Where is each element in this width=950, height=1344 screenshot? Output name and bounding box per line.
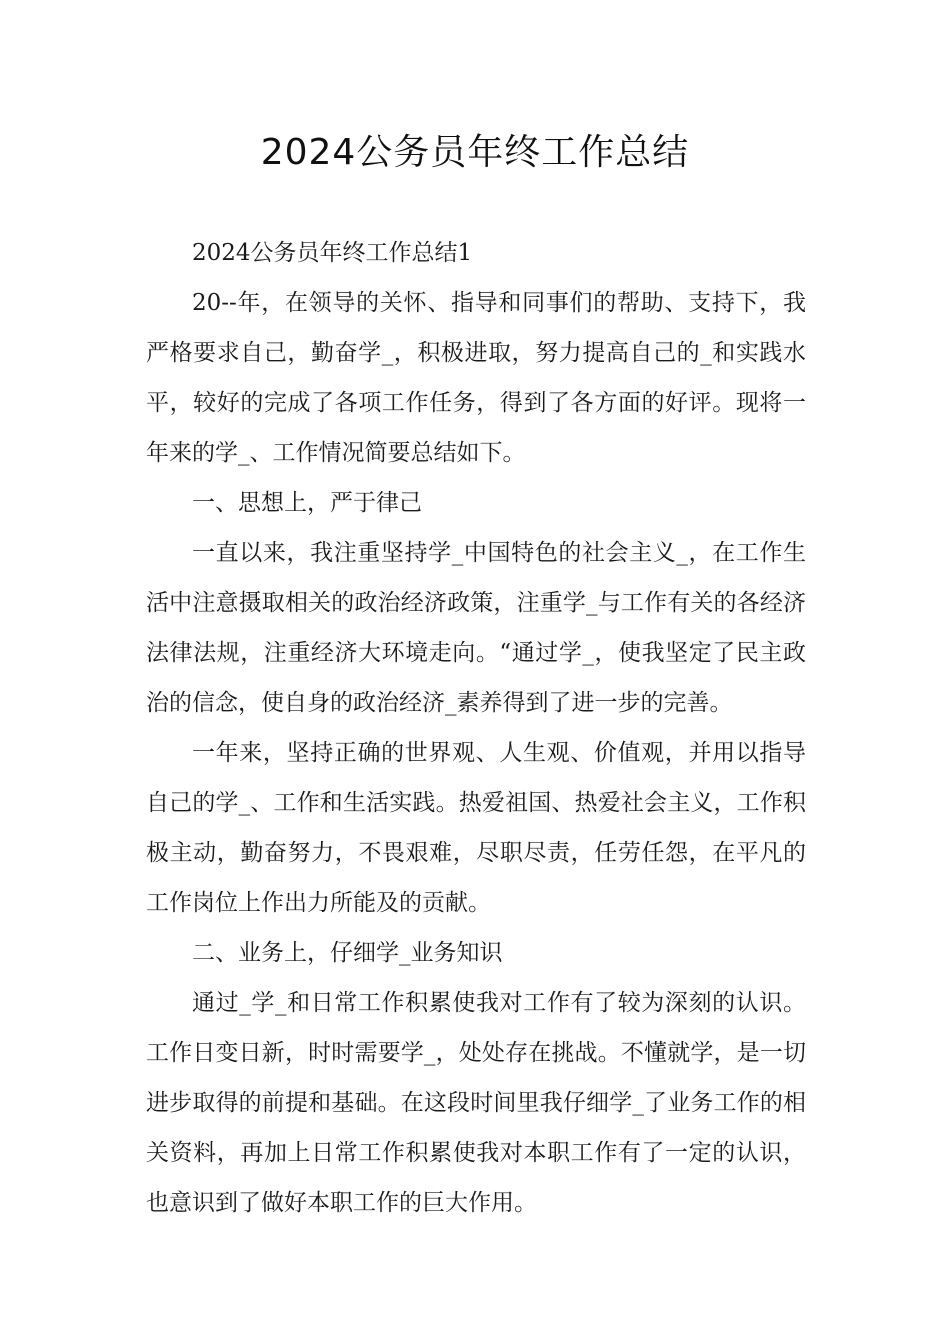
section-heading: 2024公务员年终工作总结1: [192, 240, 473, 266]
document-body: [146, 228, 806, 1228]
paragraph-intro: 20--年，在领导的关怀、指导和同事们的帮助、支持下，我严格要求自己，勤奋学_，积极进取，努力提高自己的_和实践水平，较好的完成了各项工作任务，得到了各方面的好评。现将一年来的学_、工作情况简要总结如下。: [146, 290, 806, 466]
section-heading: 二、业务上，仔细学_业务知识: [192, 940, 503, 966]
document-title: 2024公务员年终工作总结: [260, 132, 690, 173]
paragraph: 一直以来，我注重坚持学_中国特色的社会主义_，在工作生活中注意摄取相关的政治经济政策，注重学_与工作有关的各经济法律法规，注重经济大环境走向。“通过学_，使我坚定了民主政治的信念，使自身的政治经济_素养得到了进一步的完善。: [146, 540, 806, 716]
paragraph: 通过_学_和日常工作积累使我对工作有了较为深刻的认识。工作日变日新，时时需要学_，处处存在挑战。不懂就学，是一切进步取得的前提和基础。在这段时间里我仔细学_了业务工作的相关资料，再加上日常工作积累使我对本职工作有了一定的认识，也意识到了做好本职工作的巨大作用。: [146, 990, 806, 1216]
paragraph: 一年来，坚持正确的世界观、人生观、价值观，并用以指导自己的学_、工作和生活实践。热爱祖国、热爱社会主义，工作积极主动，勤奋努力，不畏艰难，尽职尽责，任劳任怨，在平凡的工作岗位上作出力所能及的贡献。: [146, 740, 806, 916]
section-heading: 一、思想上，严于律己: [192, 490, 422, 516]
